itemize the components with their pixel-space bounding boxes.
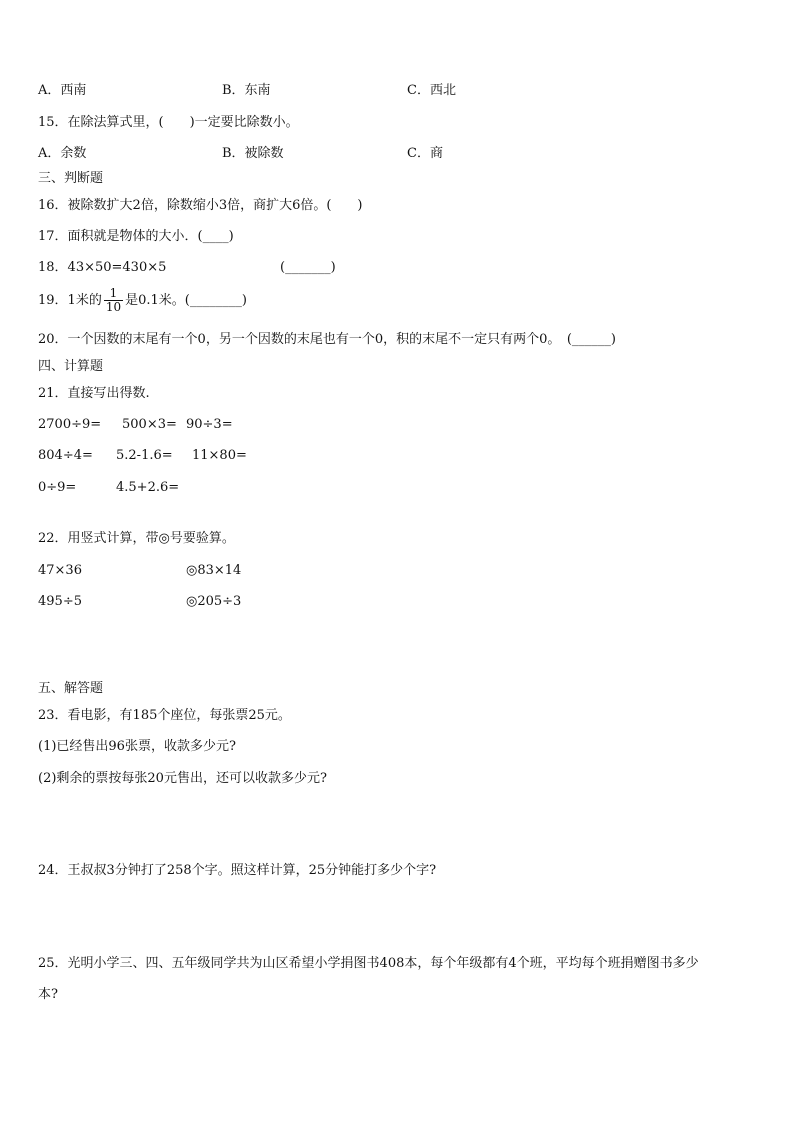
calc-item: 500×3= [122,417,177,432]
q23-part1: (1)已经售出96张票，收款多少元? [38,739,236,754]
calc-item: 90÷3= [186,417,233,432]
q14-option-b: B．东南 [222,83,271,98]
q19 [38,287,247,314]
q18-expression: 18．43×50=430×5 [38,260,167,275]
q15-option-c: C．商 [407,146,443,161]
q16: 16．被除数扩大2倍，除数缩小3倍，商扩大6倍。( ) [38,198,363,213]
q25-line2: 本? [38,987,58,1002]
q21: 21．直接写出得数. [38,386,150,401]
q19-text-before: 19．1米的 [38,293,102,308]
q25-line1: 25．光明小学三、四、五年级同学共为山区希望小学捐图书408本，每个年级都有4个班，平均每个班捐赠图书多少 [38,956,699,971]
vertical-calc-item: 495÷5 [38,594,82,609]
q15-stem: 15．在除法算式里，( )一定要比除数小。 [38,115,299,130]
vertical-calc-item: ◎205÷3 [186,594,242,609]
section3-title: 三、判断题 [38,171,104,186]
q17: 17．面积就是物体的大小．(____) [38,229,234,244]
section4-title: 四、计算题 [38,359,104,374]
q19-fraction [104,287,123,314]
q19-text-after: 是0.1米。(________) [125,293,247,308]
q15-option-a: A．余数 [38,146,87,161]
q15-option-b: B．被除数 [222,146,284,161]
calc-item: 4.5+2.6= [116,480,180,495]
calc-item: 11×80= [192,448,247,463]
q22: 22．用竖式计算，带◎号要验算。 [38,531,235,546]
q23-part2: (2)剩余的票按每张20元售出，还可以收款多少元? [38,771,327,786]
vertical-calc-item: 47×36 [38,563,82,578]
q19-fraction-denominator: 10 [105,300,122,314]
q24: 24．王叔叔3分钟打了258个字。照这样计算，25分钟能打多少个字? [38,863,437,878]
q14-option-a: A．西南 [38,83,87,98]
q14-option-c: C．西北 [407,83,456,98]
q23: 23．看电影，有185个座位，每张票25元。 [38,708,291,723]
calc-item: 0÷9= [38,480,77,495]
q19-fraction-numerator: 1 [104,287,123,301]
vertical-calc-item: ◎83×14 [186,563,242,578]
q20: 20．一个因数的末尾有一个0，另一个因数的末尾也有一个0，积的末尾不一定只有两个0。 (______) [38,332,616,347]
calc-item: 804÷4= [38,448,93,463]
calc-item: 2700÷9= [38,417,102,432]
calc-item: 5.2-1.6= [116,448,173,463]
section5-title: 五、解答题 [38,681,104,696]
q18-answer-blank: (_______) [280,260,336,275]
